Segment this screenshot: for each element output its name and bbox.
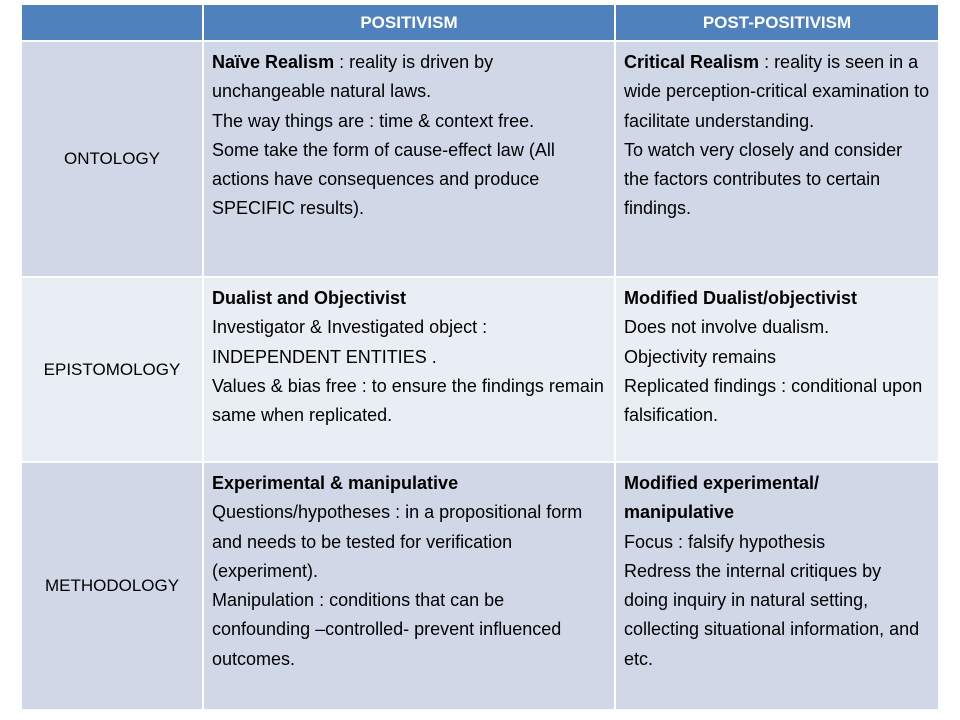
epistomology-post-positivism-cell	[616, 278, 938, 463]
header-post-positivism: POST-POSITIVISM	[616, 5, 938, 42]
row-label-ontology: ONTOLOGY	[22, 42, 204, 278]
paragraph: Focus : falsify hypothesis	[624, 531, 826, 552]
header-positivism: POSITIVISM	[204, 5, 616, 42]
bold-term: Naïve Realism	[212, 52, 335, 72]
paragraph-text: : reality is driven by unchangeable natural laws.	[212, 52, 494, 102]
paragraph: Manipulation : conditions that can be confounding –controlled- prevent influenced outcomes.	[212, 590, 562, 669]
paragraph: Redress the internal critiques by doing inquiry in natural setting, collecting situational information, and etc.	[624, 560, 920, 669]
bold-term: Experimental & manipulative	[212, 473, 459, 493]
paragraph	[624, 48, 930, 136]
bold-term: Modified Dualist/objectivist	[624, 288, 858, 308]
methodology-post-positivism-cell	[616, 463, 938, 711]
paragraph: Investigator & Investigated object : INDEPENDENT ENTITIES .	[212, 317, 488, 367]
paradigm-comparison-table	[22, 5, 938, 711]
row-label-methodology: METHODOLOGY	[22, 463, 204, 711]
paragraph: The way things are : time & context free.	[212, 110, 535, 131]
ontology-positivism-cell	[204, 42, 616, 278]
paragraph: Objectivity remains	[624, 346, 777, 367]
paragraph: Values & bias free : to ensure the findings remain same when replicated.	[212, 375, 604, 426]
paragraph: Replicated findings : conditional upon falsification.	[624, 375, 923, 426]
ontology-post-positivism-cell	[616, 42, 938, 278]
paragraph: To watch very closely and consider the factors contributes to certain findings.	[624, 139, 903, 219]
header-empty-cell	[22, 5, 204, 42]
epistomology-positivism-cell	[204, 278, 616, 463]
paragraph: Questions/hypotheses : in a propositional form and needs to be tested for verification (experiment).	[212, 502, 583, 581]
row-label-epistomology: EPISTOMOLOGY	[22, 278, 204, 463]
paragraph: Does not involve dualism.	[624, 317, 830, 338]
bold-term: Critical Realism	[624, 52, 760, 72]
methodology-positivism-cell	[204, 463, 616, 711]
paragraph: Some take the form of cause-effect law (All actions have consequences and produce SPECIFIC results).	[212, 139, 555, 219]
paragraph	[212, 48, 606, 107]
paragraph-text: : reality is seen in a wide perception-critical examination to facilitate understanding.	[624, 52, 930, 131]
bold-term: Modified experimental/ manipulative	[624, 473, 820, 523]
bold-term: Dualist and Objectivist	[212, 288, 407, 308]
